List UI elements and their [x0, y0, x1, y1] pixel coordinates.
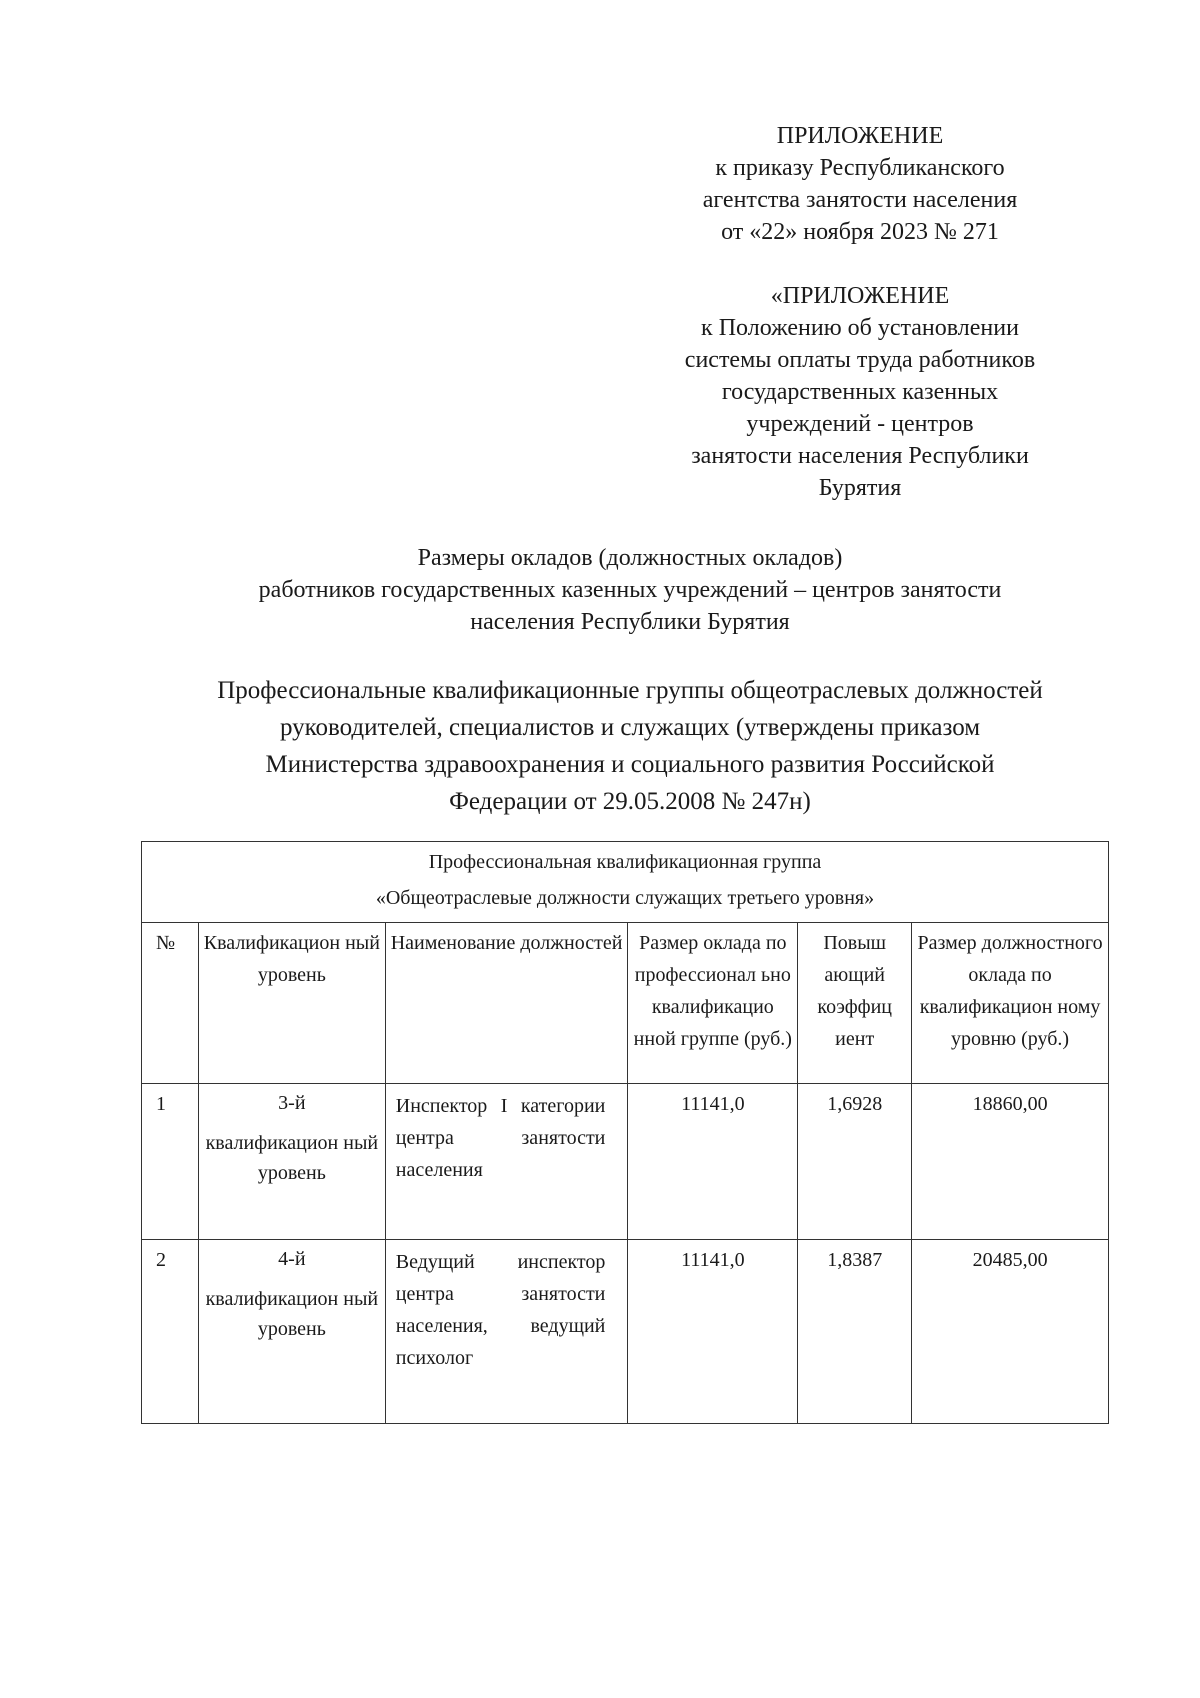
document-title-line: Размеры окладов (должностных окладов): [417, 545, 843, 571]
table-row: [142, 1240, 1109, 1424]
cell-coefficient: 1,8387: [798, 1240, 912, 1424]
header-salary: Размер должностного оклада по квалификацион ному уровню (руб.): [912, 923, 1109, 1084]
section-title-line: Профессиональные квалификационные группы общеотраслевых должностей: [217, 677, 1043, 704]
appendix-order-line: к приказу Республиканского: [715, 155, 1005, 181]
level-label: квалификацион ный уровень: [205, 1288, 379, 1340]
appendix-order-line: ПРИЛОЖЕНИЕ: [776, 123, 944, 149]
header-coefficient: Повыш ающий коэффиц иент: [798, 923, 912, 1084]
appendix-regulation-block: [640, 280, 1080, 504]
cell-position: Ведущий инспектор центра занятости населения, ведущий психолог: [385, 1240, 628, 1424]
cell-base-salary: 11141,0: [628, 1084, 798, 1240]
cell-num: 2: [142, 1240, 199, 1424]
header-num: №: [142, 923, 199, 1084]
document-title: [140, 542, 1120, 638]
section-title-line: Федерации от 29.05.2008 № 247н): [449, 788, 811, 815]
cell-position: Инспектор I категории центра занятости населения: [385, 1084, 628, 1240]
salary-table: [141, 841, 1109, 1424]
level-number: 3-й: [278, 1092, 306, 1114]
document-title-line: работников государственных казенных учреждений – центров занятости: [258, 577, 1002, 603]
appendix-order-block: [640, 120, 1080, 248]
level-label: квалификацион ный уровень: [205, 1132, 379, 1184]
appendix-regulation-line: «ПРИЛОЖЕНИЕ: [770, 283, 950, 309]
cell-base-salary: 11141,0: [628, 1240, 798, 1424]
level-number: 4-й: [278, 1248, 306, 1270]
appendix-regulation-line: к Положению об установлении: [701, 315, 1019, 341]
cell-salary: 20485,00: [912, 1240, 1109, 1424]
section-title-line: Министерства здравоохранения и социального развития Российской: [265, 751, 995, 778]
cell-salary: 18860,00: [912, 1084, 1109, 1240]
header-position: Наименование должностей: [385, 923, 628, 1084]
cell-num: 1: [142, 1084, 199, 1240]
cell-level: [198, 1084, 385, 1240]
header-level: Квалификацион ный уровень: [198, 923, 385, 1084]
column-header-row: [142, 923, 1109, 1084]
appendix-regulation-line: системы оплаты труда работников: [684, 347, 1036, 373]
appendix-regulation-line: учреждений - центров: [746, 411, 974, 437]
appendix-regulation-line: Бурятия: [818, 475, 902, 501]
table-row: [142, 1084, 1109, 1240]
group-header-row: [142, 842, 1109, 923]
appendix-regulation-line: занятости населения Республики: [691, 443, 1029, 469]
cell-coefficient: 1,6928: [798, 1084, 912, 1240]
section-title-line: руководителей, специалистов и служащих (утверждены приказом: [279, 714, 981, 741]
appendix-order-line: агентства занятости населения: [702, 187, 1018, 213]
appendix-order-line: от «22» ноября 2023 № 271: [721, 219, 999, 245]
header-base-salary: Размер оклада по профессионал ьно квалификацио нной группе (руб.): [628, 923, 798, 1084]
document-title-line: населения Республики Бурятия: [470, 609, 790, 635]
group-subtitle: «Общеотраслевые должности служащих третьего уровня»: [375, 887, 875, 909]
group-title: Профессиональная квалификационная группа: [428, 851, 822, 873]
group-header-cell: [142, 842, 1109, 923]
cell-level: [198, 1240, 385, 1424]
appendix-regulation-line: государственных казенных: [721, 379, 999, 405]
section-title: [140, 672, 1120, 820]
